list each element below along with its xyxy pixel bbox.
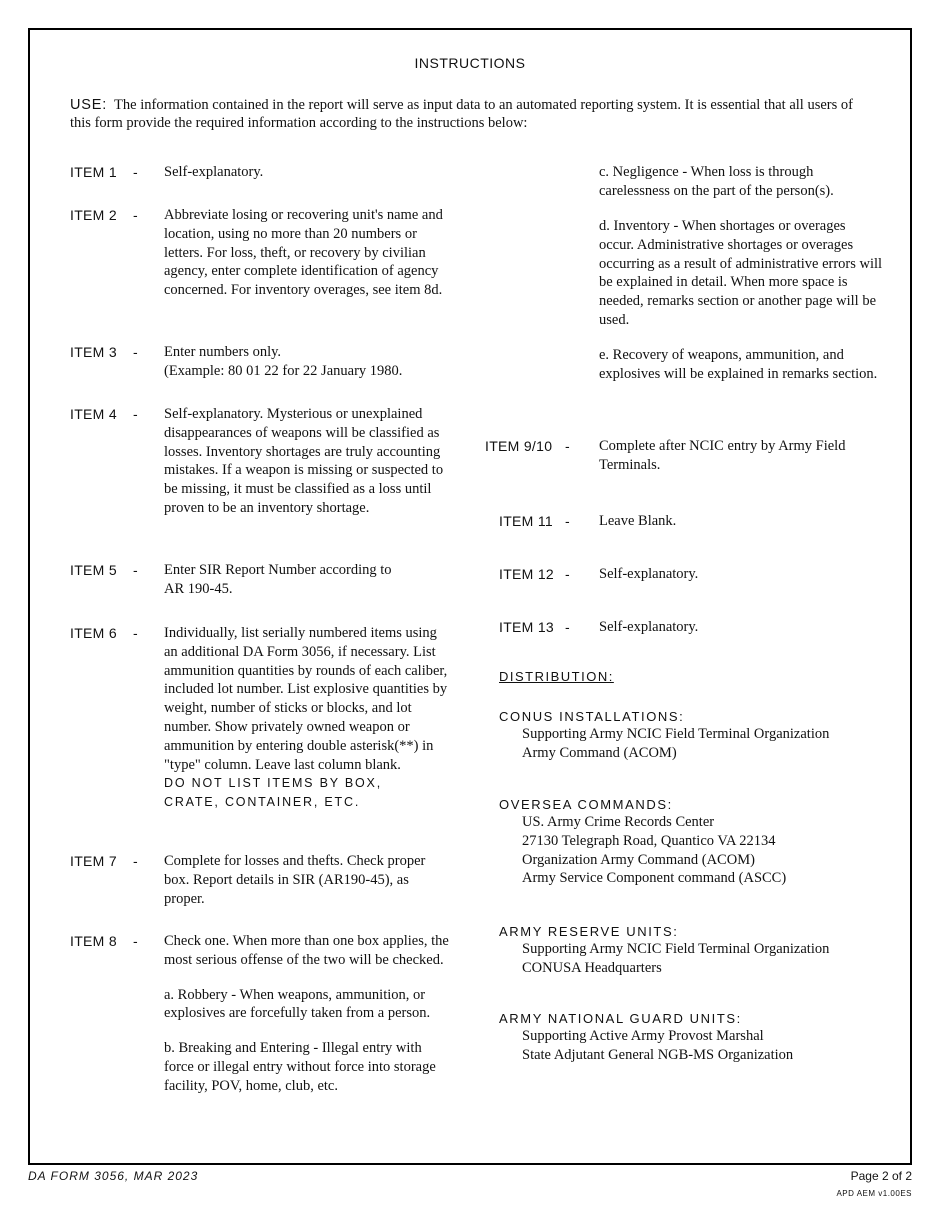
distribution-group-heading: ARMY RESERVE UNITS: <box>499 924 679 939</box>
item-8e: e. Recovery of weapons, ammunition, and explosives will be explained in remarks section. <box>599 347 878 382</box>
item-label: ITEM 7 <box>70 853 117 869</box>
distribution-line: Organization Army Command (ACOM) <box>522 851 755 868</box>
distribution-reserve <box>499 924 829 978</box>
item-dash: - <box>565 566 570 582</box>
use-text: The information contained in the report will serve as input data to an automated reporting system. It is essential that all users of this form provide the required information according to the instructions below: <box>70 97 853 131</box>
distribution-line: Supporting Active Army Provost Marshal <box>522 1028 764 1044</box>
item-text <box>164 932 450 1096</box>
version-code: APD AEM v1.00ES <box>836 1189 912 1198</box>
item-caps-note: DO NOT LIST ITEMS BY BOX, <box>164 776 382 791</box>
item-dash: - <box>565 438 570 454</box>
item-dash: - <box>133 164 138 180</box>
distribution-line: CONUSA Headquarters <box>522 959 662 976</box>
item-dash: - <box>565 619 570 635</box>
distribution-guard <box>499 1011 793 1065</box>
item-example: (Example: 80 01 22 for 22 January 1980. <box>164 362 403 379</box>
item-text <box>164 561 450 599</box>
item-text <box>164 624 450 812</box>
item-dash: - <box>133 406 138 422</box>
distribution-line: Army Command (ACOM) <box>522 744 677 761</box>
distribution-line: US. Army Crime Records Center <box>522 814 715 830</box>
distribution-line: Army Service Component command (ASCC) <box>522 870 787 887</box>
form-frame <box>28 28 912 1165</box>
item-label: ITEM 6 <box>70 625 117 641</box>
item-text: Leave Blank. <box>599 513 677 529</box>
item-text: Self-explanatory. Mysterious or unexplained disappearances of weapons will be classified as losses. Inventory shortages are truly accounting mistakes. If a weapon is missing or suspected to be missing, it must be classified as a loss until proven to be an inventory shortage. <box>164 406 444 516</box>
use-label: USE: <box>70 97 108 113</box>
distribution-line: Supporting Army NCIC Field Terminal Organization <box>522 726 830 742</box>
item-text: Self-explanatory. <box>599 566 699 582</box>
item-label: ITEM 9/10 <box>485 438 553 454</box>
item-text-body: Individually, list serially numbered items using an additional DA Form 3056, if necessary. List ammunition quantities by rounds of each caliber, included lot number. List explosive quantities by weight, number of sticks or blocks, and lot number. Show privately owned weapon or ammunition by entering double asterisk(**) in "type" column. Leave last column blank. <box>164 625 448 773</box>
item-text: Complete for losses and thefts. Check proper box. Report details in SIR (AR190-45), as proper. <box>164 853 426 907</box>
item-8b: b. Breaking and Entering - Illegal entry with force or illegal entry without force into storage facility, POV, home, club, etc. <box>164 1040 436 1094</box>
distribution-group-heading: CONUS INSTALLATIONS: <box>499 709 685 724</box>
item-text-line: Enter numbers only. <box>164 344 282 360</box>
item-text: Self-explanatory. <box>164 164 264 180</box>
item-text: Complete after NCIC entry by Army Field Terminals. <box>599 438 846 473</box>
distribution-line: State Adjutant General NGB-MS Organization <box>522 1046 794 1063</box>
item-label: ITEM 5 <box>70 562 117 578</box>
item-label: ITEM 1 <box>70 164 117 180</box>
item-text-line: AR 190-45. <box>164 580 233 597</box>
distribution-group-heading: ARMY NATIONAL GUARD UNITS: <box>499 1011 742 1026</box>
item-label: ITEM 12 <box>499 566 555 582</box>
item-text: Abbreviate losing or recovering unit's name and location, using no more than 20 numbers or letters. For loss, theft, or recovery by civilian agency, enter complete identification of agency concerned. For inventory overages, see item 8d. <box>164 207 443 299</box>
page-title: INSTRUCTIONS <box>414 55 526 71</box>
distribution-conus <box>499 709 829 763</box>
item-dash: - <box>133 344 138 360</box>
item-dash: - <box>133 562 138 578</box>
item-label: ITEM 8 <box>70 933 117 949</box>
item-label: ITEM 13 <box>499 619 555 635</box>
item-label: ITEM 2 <box>70 207 117 223</box>
item-caps-note: CRATE, CONTAINER, ETC. <box>164 795 361 810</box>
item-8d: d. Inventory - When shortages or overages occur. Administrative shortages or overages occurring as a result of administrative errors will be explained in detail. When more space is needed, remarks section or another page will be used. <box>599 218 883 328</box>
distribution-line: Supporting Army NCIC Field Terminal Organization <box>522 941 830 957</box>
distribution-line: 27130 Telegraph Road, Quantico VA 22134 <box>522 832 776 849</box>
item-label: ITEM 11 <box>499 513 553 529</box>
item-text-line: Enter SIR Report Number according to <box>164 562 392 578</box>
use-paragraph <box>70 96 870 132</box>
item-dash: - <box>133 207 138 223</box>
item-8a: a. Robbery - When weapons, ammunition, or explosives are forcefully taken from a person. <box>164 986 431 1022</box>
item-text: Self-explanatory. <box>599 619 699 635</box>
item-dash: - <box>133 853 138 869</box>
page-number: Page 2 of 2 <box>850 1169 912 1183</box>
distribution-heading: DISTRIBUTION: <box>499 669 614 684</box>
item-label: ITEM 3 <box>70 344 117 360</box>
item-dash: - <box>133 625 138 641</box>
item-8c: c. Negligence - When loss is through carelessness on the part of the person(s). <box>599 164 834 199</box>
item-dash: - <box>565 513 570 529</box>
distribution-oversea <box>499 797 786 888</box>
form-number: DA FORM 3056, MAR 2023 <box>28 1169 199 1183</box>
item-text <box>164 343 450 381</box>
item-label: ITEM 4 <box>70 406 117 422</box>
distribution-group-heading: OVERSEA COMMANDS: <box>499 797 673 812</box>
item-dash: - <box>133 933 138 949</box>
item-text-body: Check one. When more than one box applies, the most serious offense of the two will be checked. <box>164 933 449 968</box>
